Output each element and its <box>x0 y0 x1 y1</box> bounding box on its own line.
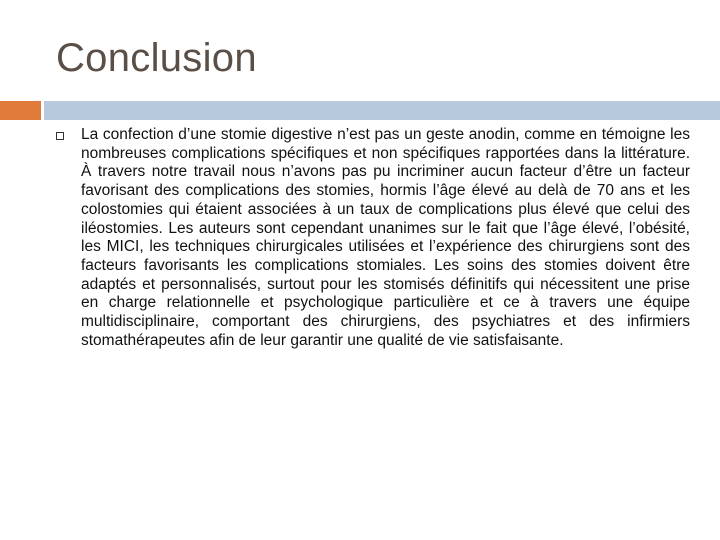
square-bullet-icon <box>56 132 64 140</box>
title-accent-block <box>0 101 41 120</box>
title-rule-bar <box>44 101 720 120</box>
bullet-text: La confection d’une stomie digestive n’est pas un geste anodin, comme en témoigne les nombreuses complications spécifiques et non spécifiques rapportées dans la littérature. À travers notre travail nous n’avons pas pu incriminer aucun facteur d’être un facteur favorisant des complications des stomies, hormis l’âge élevé au delà de 70 ans et les colostomies qui étaient associées à un taux de complications plus élevé que celui des iléostomies. Les auteurs sont cependant unanimes sur le fait que l’âge élevé, l’obésité, les MICI, les techniques chirurgicales utilisées et l’expérience des chirurgiens sont des facteurs favorisants les complications stomiales. Les soins des stomies doivent être adaptés et personnalisés, surtout pour les stomisés définitifs qui nécessitent une prise en charge relationnelle et psychologique particulière et ce à travers une équipe multidisciplinaire, comportant des chirurgiens, des psychiatres et des infirmiers stomathérapeutes afin de leur garantir une qualité de vie satisfaisante. <box>81 126 690 349</box>
slide-title: Conclusion <box>56 36 257 80</box>
